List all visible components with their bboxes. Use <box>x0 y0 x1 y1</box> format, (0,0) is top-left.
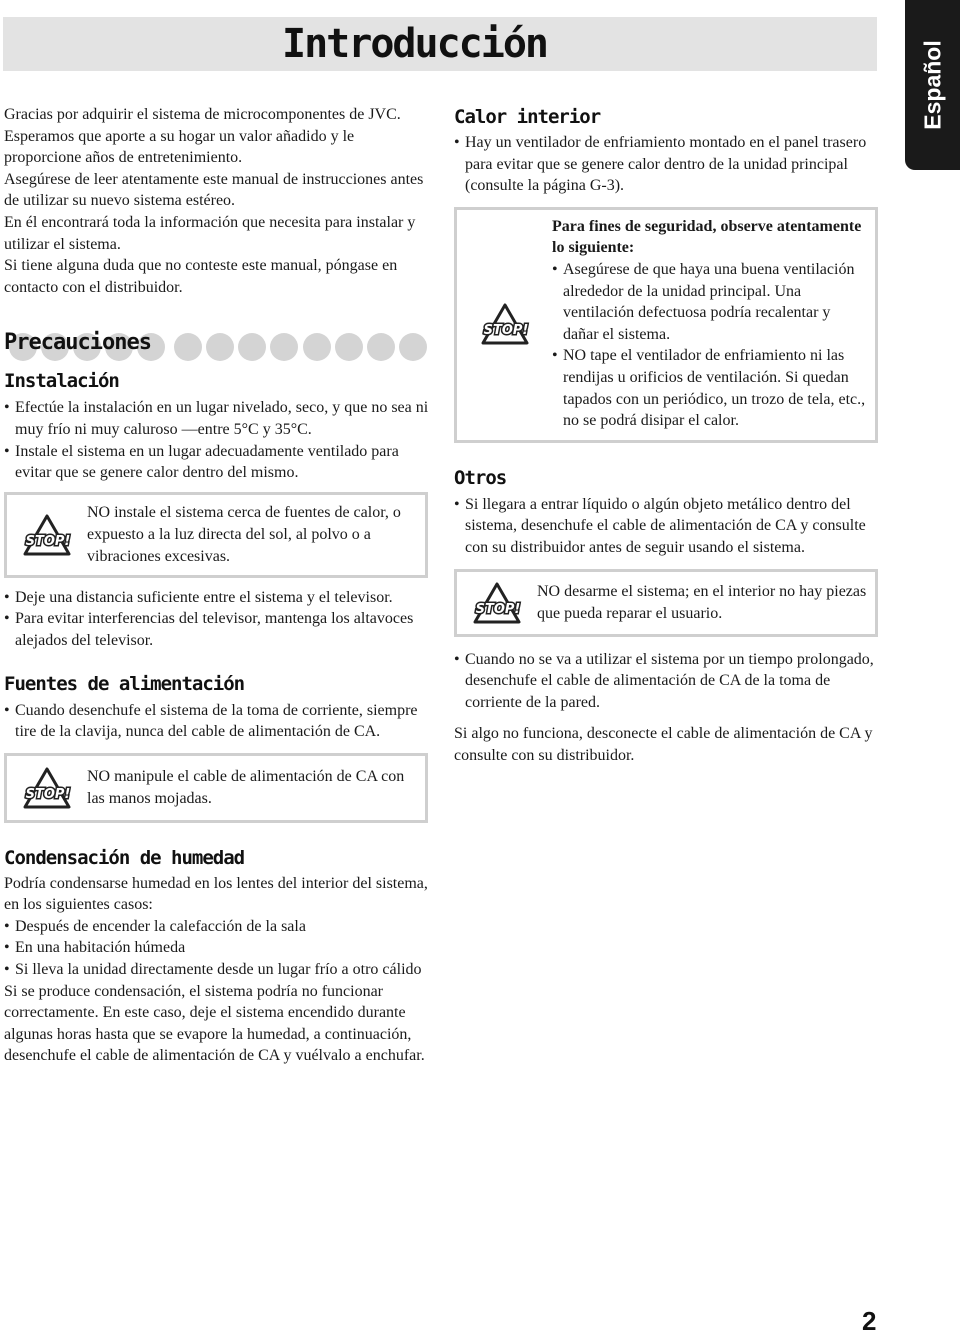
heading-condensacion: Condensación de humedad <box>4 846 245 869</box>
list-item: • Hay un ventilador de enfriamiento montado en el panel trasero para evitar que se genere calor dentro de la unidad principal (consulte la página G-3). <box>454 132 884 197</box>
list-item: • Efectúe la instalación en un lugar nivelado, seco, y que no sea ni muy frío ni muy caluroso —entre 5°C y 35°C. <box>4 397 429 440</box>
left-column <box>4 104 429 1067</box>
language-tab <box>905 0 960 170</box>
page-number: 2 <box>862 1306 877 1336</box>
list-item: • Si lleva la unidad directamente desde un lugar frío a otro cálido <box>4 959 429 981</box>
svg-text:STOP!: STOP! <box>25 786 71 802</box>
heading-calor-interior: Calor interior <box>454 106 601 128</box>
list-item: • Deje una distancia suficiente entre el sistema y el televisor. <box>4 587 429 609</box>
list-instalacion-after <box>4 587 429 652</box>
stop-box-text: NO desarme el sistema; en el interior no hay piezas que pueda reparar el usuario. <box>537 582 867 622</box>
list-item: • Cuando desenchufe el sistema de la toma de corriente, siempre tire de la clavija, nunca del cable de alimentación de CA. <box>4 700 429 743</box>
stop-icon-cell <box>457 581 537 625</box>
otros-closing: Si algo no funciona, desconecte el cable de alimentación de CA y consulte con su distribuidor. <box>454 725 873 764</box>
list-calor <box>454 132 884 197</box>
page-title: Introducción <box>282 21 547 67</box>
list-item: • Asegúrese de que haya una buena ventilación alrededor de la unidad principal. Una ventilación defectuosa podría recalentar y dañar el sistema. <box>552 259 867 345</box>
intro-paragraph: Asegúrese de leer atentamente este manual de instrucciones antes de utilizar su nuevo sistema estéreo. <box>4 170 424 210</box>
stop-box-calor <box>454 207 878 443</box>
heading-instalacion: Instalación <box>4 370 119 393</box>
stop-box-text <box>552 216 875 432</box>
stop-warning-icon <box>472 581 522 625</box>
intro-paragraph: Gracias por adquirir el sistema de microcomponentes de JVC. <box>4 106 401 123</box>
heading-otros: Otros <box>454 466 507 489</box>
list-item: • En una habitación húmeda <box>4 937 429 959</box>
heading-fuentes: Fuentes de alimentación <box>4 672 245 695</box>
condensacion-intro: Podría condensarse humedad en los lentes del interior del sistema, en los siguientes casos: <box>4 874 428 914</box>
stop-icon-cell <box>7 513 87 557</box>
list-calor-box <box>552 259 867 432</box>
stop-box-text: NO manipule el cable de alimentación de CA con las manos mojadas. <box>87 768 405 807</box>
list-item: • Instale el sistema en un lugar adecuadamente ventilado para evitar que se genere calor dentro del mismo. <box>4 441 429 484</box>
list-instalacion <box>4 397 429 483</box>
list-item: • Cuando no se va a utilizar el sistema por un tiempo prolongado, desenchufe el cable de alimentación de CA de la toma de corriente de la pared. <box>454 649 884 714</box>
section-title-precauciones: Precauciones <box>4 330 151 356</box>
list-item: • Si llegara a entrar líquido o algún objeto metálico dentro del sistema, desenchufe el cable de alimentación de CA y consulte con su distribuidor antes de seguir usando el sistema. <box>454 494 884 559</box>
svg-text:STOP!: STOP! <box>483 322 528 338</box>
list-item: • Después de encender la calefacción de la sala <box>4 916 429 938</box>
stop-box-instalacion <box>4 492 428 578</box>
language-tab-label: Español <box>919 40 945 130</box>
list-condensacion <box>4 916 429 981</box>
stop-box-lead: Para fines de seguridad, observe atentamente lo siguiente: <box>552 217 862 257</box>
intro-paragraph: Esperamos que aporte a su hogar un valor añadido y le proporcione años de entretenimiento. <box>4 127 355 167</box>
stop-warning-icon <box>480 302 530 346</box>
svg-text:STOP!: STOP! <box>475 601 521 617</box>
right-column <box>454 104 884 766</box>
svg-text:STOP!: STOP! <box>25 533 71 549</box>
list-fuentes <box>4 700 429 743</box>
stop-box-otros <box>454 569 878 637</box>
stop-warning-icon <box>22 766 72 810</box>
precauciones-header <box>4 330 429 368</box>
stop-warning-icon <box>22 513 72 557</box>
title-bar <box>3 17 877 71</box>
list-item: • Para evitar interferencias del televisor, mantenga los altavoces alejados del televisor. <box>4 608 429 651</box>
list-otros <box>454 494 884 559</box>
stop-box-text: NO instale el sistema cerca de fuentes de calor, o expuesto a la luz directa del sol, al polvo o a vibraciones excesivas. <box>87 504 401 565</box>
list-item: • NO tape el ventilador de enfriamiento ni las rendijas u orificios de ventilación. Si quedan tapados con un periódico, un trozo de tela, etc., no se podrá disipar el calor. <box>552 345 867 431</box>
intro-paragraph: En él encontrará toda la información que necesita para instalar y utilizar el sistema. <box>4 213 416 253</box>
intro-paragraph: Si tiene alguna duda que no conteste este manual, póngase en contacto con el distribuidor. <box>4 257 398 296</box>
stop-box-fuentes <box>4 753 428 823</box>
list-otros-after <box>454 649 884 714</box>
intro-section <box>4 104 429 298</box>
stop-icon-cell <box>457 302 552 346</box>
condensacion-outro: Si se produce condensación, el sistema podría no funcionar correctamente. En este caso, deje el sistema encendido durante algunas horas hasta que se evapore la humedad, a continuación, desenchufe el cable de alimentación de CA y vuélvalo a enchufar. <box>4 982 425 1065</box>
stop-icon-cell <box>7 766 87 810</box>
